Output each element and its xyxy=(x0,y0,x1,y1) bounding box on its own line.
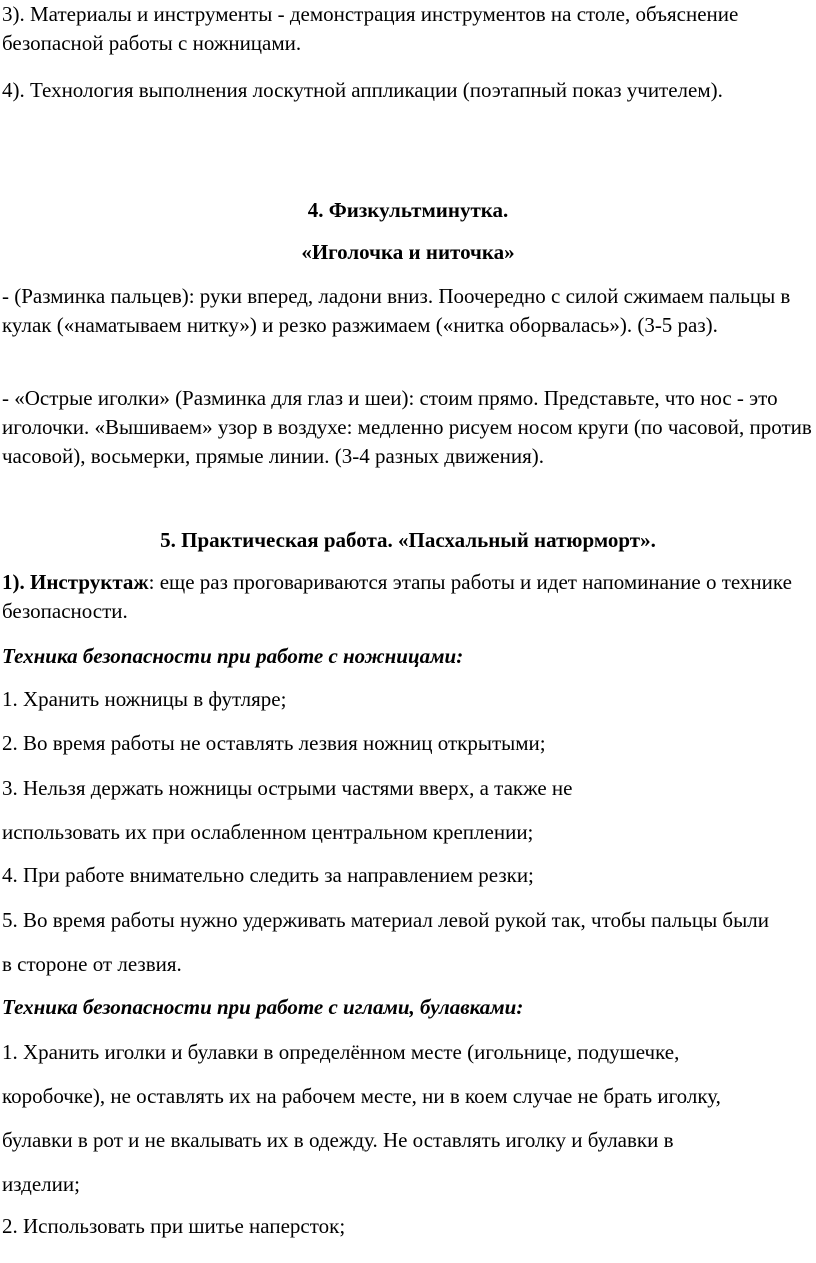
paragraph-technology: 4). Технология выполнения лоскутной аппликации (поэтапный показ учителем). xyxy=(2,78,723,102)
paragraph-materials: 3). Материалы и инструменты - демонстрация инструментов на столе, объяснение безопасной работы с ножницами. xyxy=(2,2,739,55)
section-4-subtitle: «Иголочка и ниточка» xyxy=(301,240,515,264)
paragraph-instruction xyxy=(2,568,812,626)
paragraph-sharp-needles: - «Острые иголки» (Разминка для глаз и шеи): стоим прямо. Представьте, что нос - это иголочки. «Вышиваем» узор в воздухе: медленно рисуем носом круги (по часовой, против часовой), восьмерки, прямые линии. (3-4 разных движения). xyxy=(2,386,812,468)
scissors-rule-5: 5. Во время работы нужно удерживать материал левой рукой так, чтобы пальцы были в стороне от лезвия. xyxy=(2,908,769,976)
section-4-title: 4. Физкультминутка. xyxy=(307,198,509,222)
needles-rule-2: 2. Использовать при шитье наперсток; xyxy=(2,1214,346,1238)
instruction-text: : еще раз проговариваются этапы работы и идет напоминание о технике безопасности. xyxy=(2,570,792,623)
section-5-title: 5. Практическая работа. «Пасхальный натюрморт». xyxy=(160,528,656,552)
needles-rule-1: 1. Хранить иголки и булавки в определённом месте (игольнице, подушечке, коробочке), не оставлять их на рабочем месте, ни в коем случае не брать иголку, булавки в рот и не вкалывать их в одежду. Не оставлять иголку и булавки в изделии; xyxy=(2,1040,721,1196)
paragraph-finger-warmup: - (Разминка пальцев): руки вперед, ладони вниз. Поочередно с силой сжимаем пальцы в кулак («наматываем нитку») и резко разжимаем («нитка оборвалась»). (3-5 раз). xyxy=(2,284,791,337)
scissors-rule-2: 2. Во время работы не оставлять лезвия ножниц открытыми; xyxy=(2,731,546,755)
scissors-rule-1: 1. Хранить ножницы в футляре; xyxy=(2,687,287,711)
scissors-rule-3: 3. Нельзя держать ножницы острыми частями вверх, а также не использовать их при ослабленном центральном креплении; xyxy=(2,776,573,844)
needles-safety-heading: Техника безопасности при работе с иглами, булавками: xyxy=(2,995,524,1019)
instruction-label: 1). Инструктаж xyxy=(2,570,149,594)
scissors-safety-heading: Техника безопасности при работе с ножницами: xyxy=(2,644,464,668)
scissors-rule-4: 4. При работе внимательно следить за направлением резки; xyxy=(2,863,534,887)
